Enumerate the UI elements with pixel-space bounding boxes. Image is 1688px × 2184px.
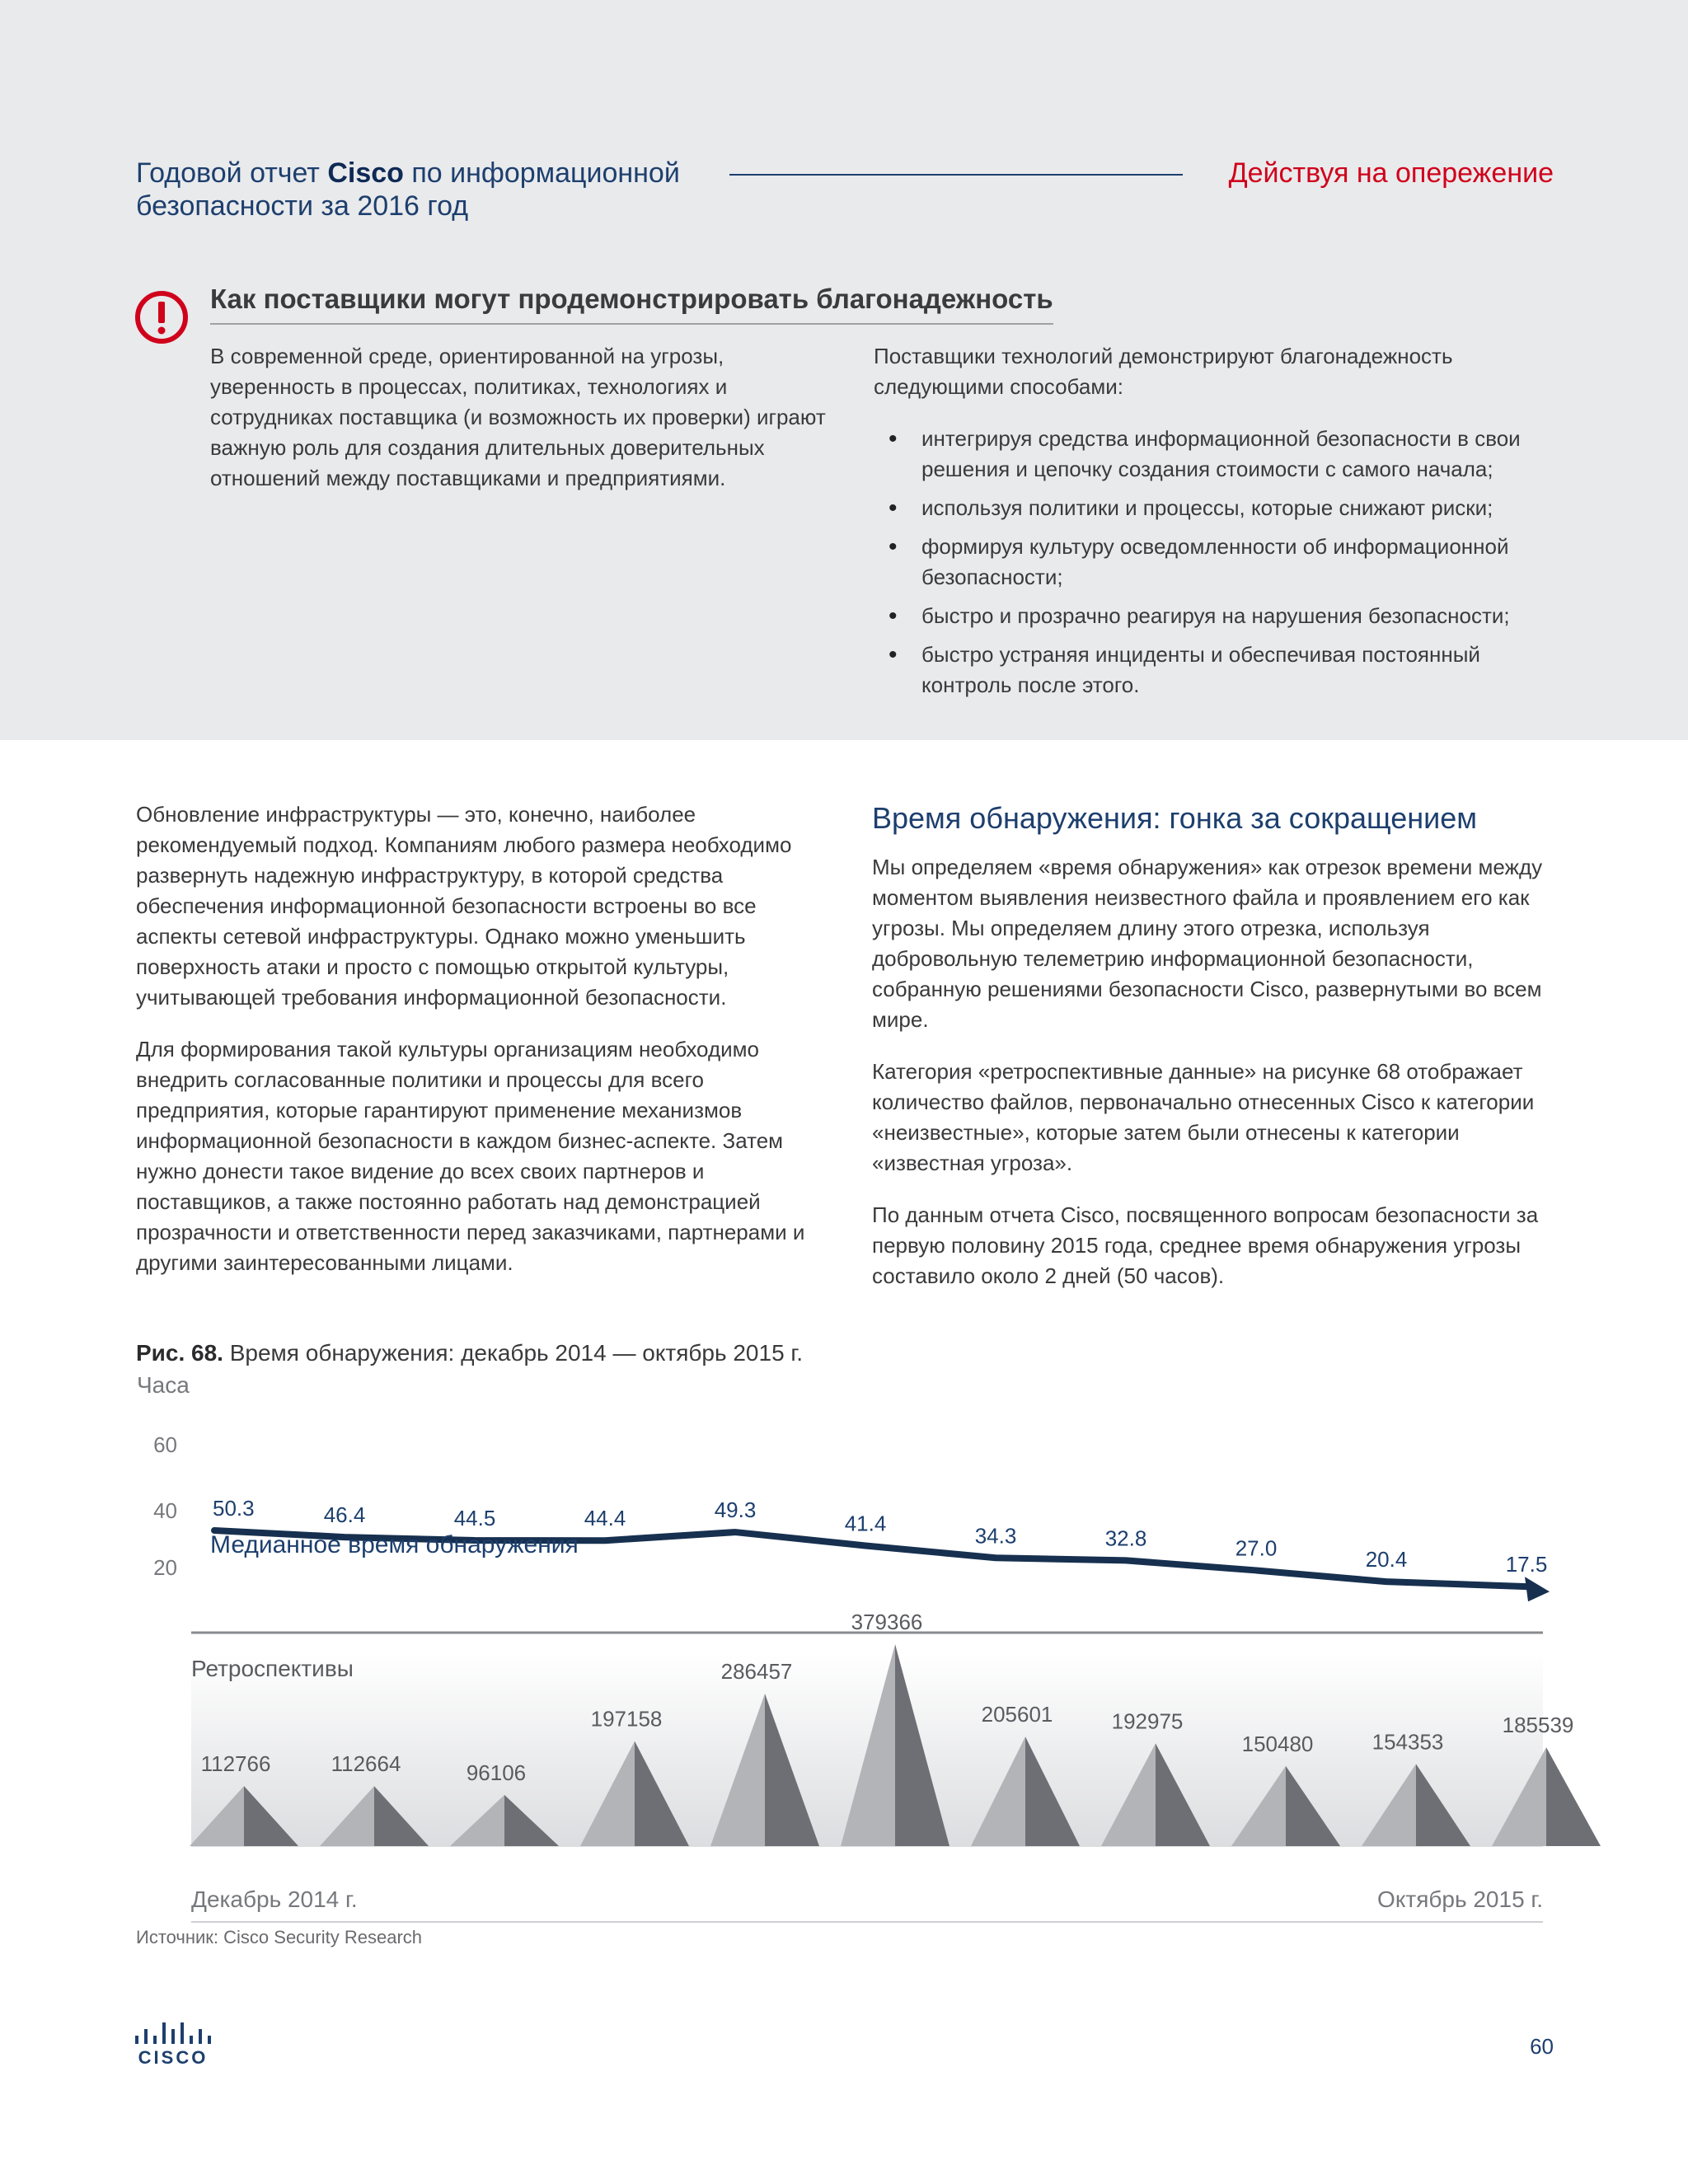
data-label: 41.4 xyxy=(844,1511,887,1536)
data-label: 50.3 xyxy=(213,1495,255,1521)
retro-value-label: 205601 xyxy=(981,1702,1053,1727)
x-start-label: Декабрь 2014 г. xyxy=(191,1886,358,1912)
y-axis-title: Часа xyxy=(137,1372,190,1398)
retro-value-label: 96106 xyxy=(466,1760,527,1785)
section-title: Действуя на опережение xyxy=(1228,157,1554,189)
section-heading: Время обнаружения: гонка за сокращением xyxy=(872,801,1478,835)
list-item: • быстро и прозрачно реагируя на нарушения безопасности; xyxy=(921,601,1558,631)
alert-icon xyxy=(134,290,189,344)
detection-time-chart xyxy=(124,1368,1574,1920)
y-tick-label: 20 xyxy=(153,1555,177,1580)
list-item: • используя политики и процессы, которые снижают риски; xyxy=(921,493,1558,523)
list-item: • формируя культуру осведомленности об информационной безопасности; xyxy=(921,532,1558,593)
data-label: 20.4 xyxy=(1365,1547,1408,1572)
data-label: 46.4 xyxy=(323,1502,366,1528)
page-number: 60 xyxy=(1530,2034,1554,2059)
paragraph: Категория «ретроспективные данные» на рисунке 68 отображает количество файлов, первоначально отнесенных Cisco к категории «неизвестные», которые затем были отнесены к категории «известная угроза». xyxy=(872,1059,1535,1175)
data-label: 49.3 xyxy=(714,1497,757,1523)
paragraph: Обновление инфраструктуры — это, конечно, наиболее рекомендуемый подход. Компаниям любого размера необходимо развернуть надежную инфраструктуру, в которой средства обеспечения информационной безопасности встроены во все аспекты сетевой инфраструктуры. Однако можно уменьшить поверхность атаки и просто с помощью открытой культуры, учитывающей требования информационной безопасности. xyxy=(136,802,792,1010)
y-tick-label: 60 xyxy=(153,1432,177,1457)
callout-heading: Как поставщики могут продемонстрировать благонадежность xyxy=(210,282,1053,325)
figure-label: Рис. 68. xyxy=(136,1340,223,1366)
logo-wordmark: CISCO xyxy=(138,2047,209,2068)
cisco-logo xyxy=(132,2018,214,2067)
paragraph: Мы определяем «время обнаружения» как отрезок времени между моментом выявления неизвестного файла и проявлением его как угрозы. Мы определяем длину этого отрезка, используя добровольную телеметрию информационной безопасности, собранную решениями безопасности Cisco, развернутыми во всем мире. xyxy=(872,855,1543,1032)
list-item: • быстро устраняя инциденты и обеспечивая постоянный контроль после этого. xyxy=(921,640,1558,701)
data-label: 44.4 xyxy=(584,1506,626,1531)
series-label: Медианное время обнаружения xyxy=(210,1531,579,1558)
list-item: • интегрируя средства информационной безопасности в свои решения и цепочку создания стоимости с самого начала; xyxy=(921,424,1558,485)
body-left-column xyxy=(136,799,828,1300)
callout-left-text: В современной среде, ориентированной на угрозы, уверенность в процессах, политиках, технологиях и сотрудниках поставщика (и возможность их проверки) играют важную роль для создания длительных доверительных отношений между поставщиками и предприятиями. xyxy=(210,344,826,490)
paragraph: По данным отчета Cisco, посвященного вопросам безопасности за первую половину 2015 года, среднее время обнаружения угрозы составило около 2 дней (50 часов). xyxy=(872,1202,1539,1288)
header-divider xyxy=(729,174,1183,176)
retro-value-label: 379366 xyxy=(851,1610,923,1634)
retro-title: Ретроспективы xyxy=(191,1656,354,1681)
line-arrowhead xyxy=(1525,1577,1550,1601)
retro-peak-shade xyxy=(1546,1747,1601,1846)
y-tick-label: 40 xyxy=(153,1498,177,1523)
data-label: 17.5 xyxy=(1505,1552,1548,1577)
data-label: 32.8 xyxy=(1104,1526,1147,1551)
retro-value-label: 150480 xyxy=(1241,1731,1314,1756)
retro-value-label: 192975 xyxy=(1111,1708,1184,1734)
data-label: 44.5 xyxy=(453,1506,496,1531)
figure-caption: Рис. 68. Время обнаружения: декабрь 2014 — октябрь 2015 г. xyxy=(136,1340,804,1366)
retro-value-label: 185539 xyxy=(1502,1713,1574,1738)
callout-right-column xyxy=(874,341,1558,709)
retro-value-label: 286457 xyxy=(720,1659,793,1685)
retro-value-label: 112766 xyxy=(200,1751,271,1777)
callout-bullet-list xyxy=(874,424,1558,701)
callout-right-intro: Поставщики технологий демонстрируют благонадежность следующими способами: xyxy=(874,344,1453,399)
body-right-column xyxy=(872,852,1556,1313)
brand-name: Cisco xyxy=(327,157,404,189)
report-title: Годовой отчет Cisco по информационной безопасности за 2016 год xyxy=(136,157,680,222)
paragraph: Для формирования такой культуры организациям необходимо внедрить согласованные политики и процессы для всего предприятия, которые гарантируют применение механизмов информационной безопасности в каждом бизнес-аспекте. Затем нужно донести такое видение до всех своих партнеров и поставщиков, а также постоянно работать над демонстрацией прозрачности и ответственности перед заказчиками, партнерами и другими заинтересованными лицами. xyxy=(136,1037,805,1275)
retro-value-label: 112664 xyxy=(331,1751,401,1777)
retro-value-label: 197158 xyxy=(590,1706,663,1732)
source-note: Источник: Cisco Security Research xyxy=(136,1927,423,1947)
retro-value-label: 154353 xyxy=(1372,1729,1444,1755)
x-end-label: Октябрь 2015 г. xyxy=(1377,1886,1543,1912)
data-label: 34.3 xyxy=(974,1523,1017,1549)
data-label: 27.0 xyxy=(1235,1535,1278,1561)
